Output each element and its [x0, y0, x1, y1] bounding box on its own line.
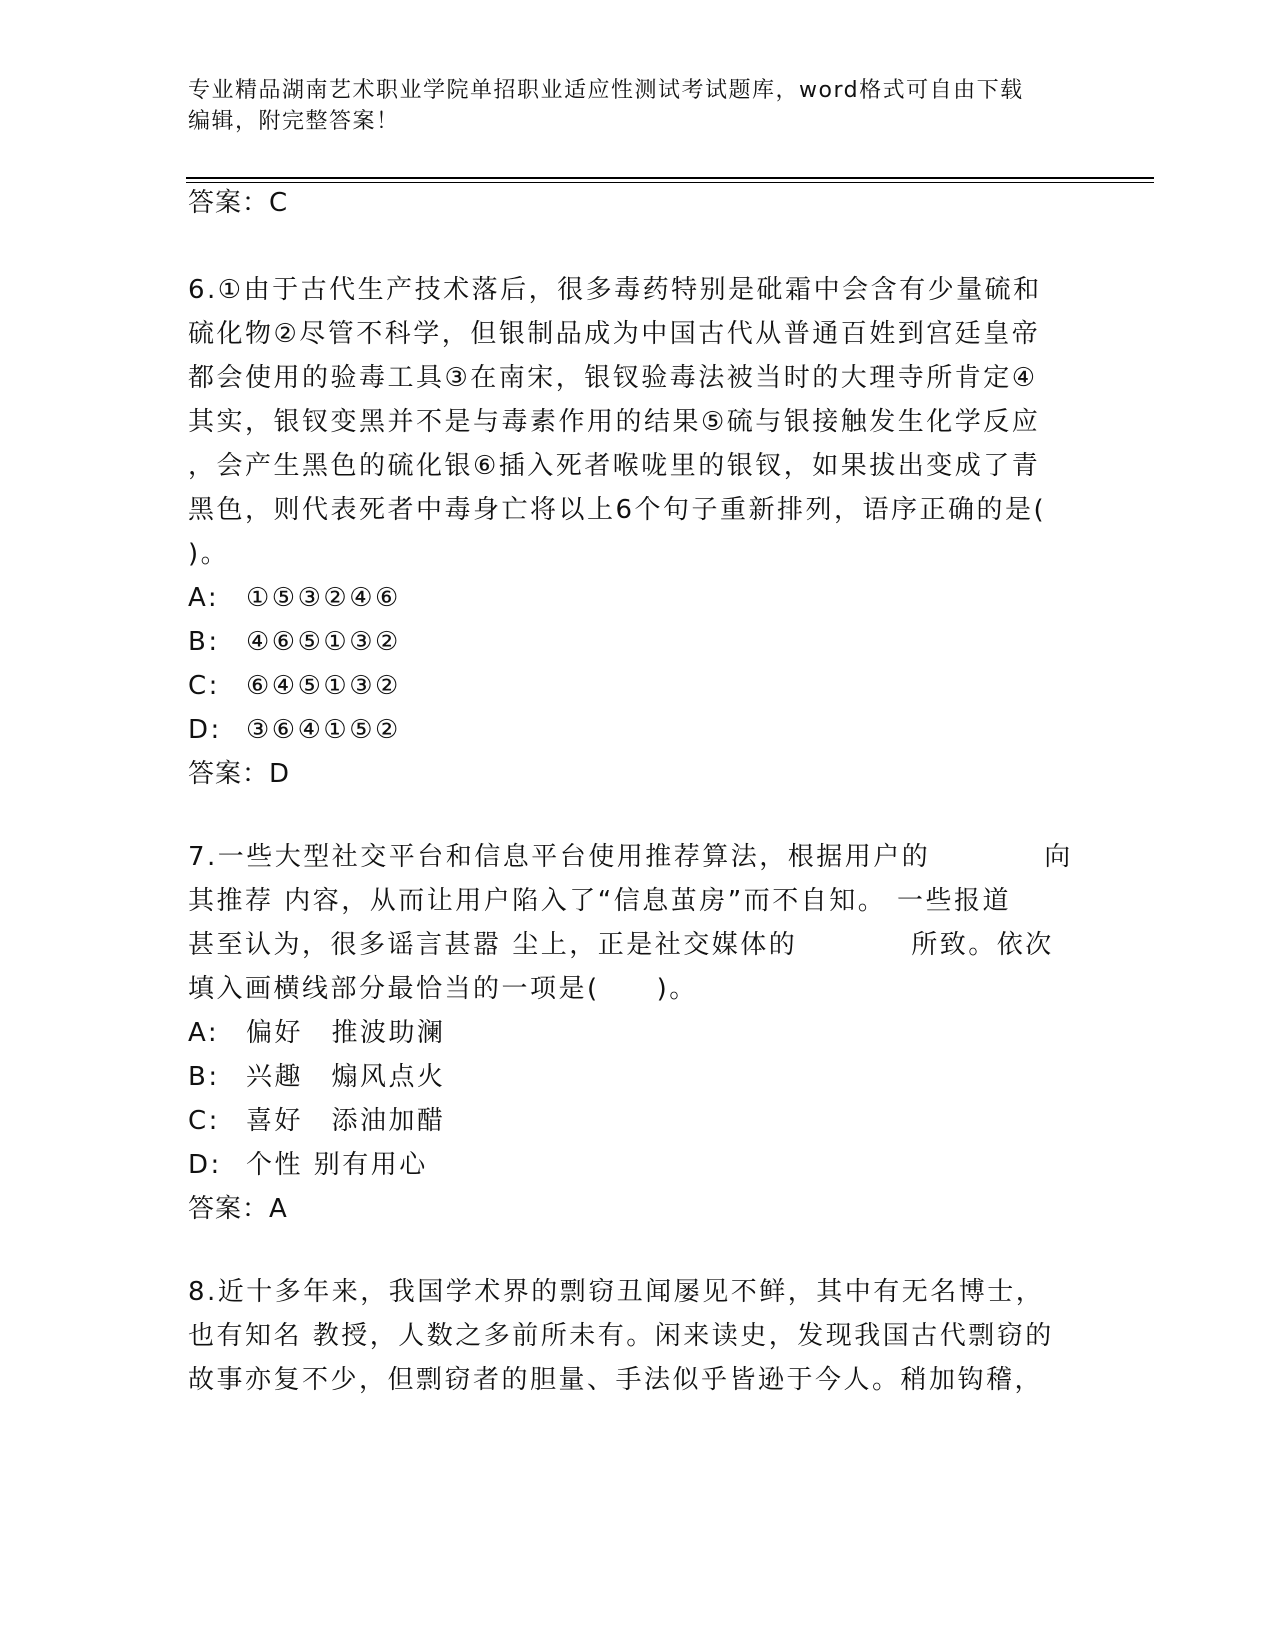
header-rule-thin	[186, 182, 1154, 183]
question-line: 7.一些大型社交平台和信息平台使用推荐算法，根据用户的 向	[188, 842, 1073, 872]
option-letter: B:	[188, 627, 220, 657]
question-line: 6.①由于古代生产技术落后，很多毒药特别是砒霜中会含有少量硫和	[188, 275, 1042, 305]
question-line: 都会使用的验毒工具③在南宋，银钗验毒法被当时的大理寺所肯定④	[188, 363, 1038, 393]
option-text: ④⑥⑤①③②	[246, 627, 401, 657]
option-text: 个性 别有用心	[246, 1150, 428, 1180]
answer-q7: 答案：A	[188, 1194, 288, 1224]
option-a	[188, 1016, 446, 1050]
question-line: 其推荐 内容，从而让用户陷入了“信息茧房”而不自知。 一些报道	[188, 886, 1011, 916]
question-line: 也有知名 教授，人数之多前所未有。闲来读史，发现我国古代剽窃的	[188, 1321, 1054, 1351]
answer-q5: 答案：C	[188, 188, 289, 218]
option-d	[188, 713, 401, 747]
option-letter: C:	[188, 1106, 220, 1136]
option-c	[188, 669, 401, 703]
option-b	[188, 625, 401, 659]
question-line: 填入画横线部分最恰当的一项是( )。	[188, 974, 698, 1004]
answer-q6: 答案：D	[188, 759, 291, 789]
option-letter: D:	[188, 1150, 222, 1180]
option-text: 偏好 推波助澜	[246, 1018, 446, 1048]
option-text: ①⑤③②④⑥	[246, 583, 401, 613]
option-letter: A:	[188, 583, 220, 613]
question-line: )。	[188, 539, 230, 569]
question-line: 甚至认为，很多谣言甚嚣 尘上，正是社交媒体的 所致。依次	[188, 930, 1054, 960]
option-text: ③⑥④①⑤②	[246, 715, 401, 745]
option-letter: C:	[188, 671, 220, 701]
option-letter: A:	[188, 1018, 220, 1048]
option-a	[188, 581, 401, 615]
question-line: 其实，银钗变黑并不是与毒素作用的结果⑤硫与银接触发生化学反应	[188, 407, 1041, 437]
question-line: ，会产生黑色的硫化银⑥插入死者喉咙里的银钗，如果拔出变成了青	[188, 451, 1041, 481]
question-line: 硫化物②尽管不科学，但银制品成为中国古代从普通百姓到宫廷皇帝	[188, 319, 1041, 349]
option-d	[188, 1148, 428, 1182]
option-text: 喜好 添油加醋	[246, 1106, 446, 1136]
option-c	[188, 1104, 446, 1138]
option-letter: D:	[188, 715, 222, 745]
question-line: 黑色，则代表死者中毒身亡将以上6个句子重新排列，语序正确的是(	[188, 495, 1047, 525]
option-text: 兴趣 煽风点火	[246, 1062, 446, 1092]
option-letter: B:	[188, 1062, 220, 1092]
question-line: 8.近十多年来，我国学术界的剽窃丑闻屡见不鲜，其中有无名博士，	[188, 1277, 1045, 1307]
header-line-1: 专业精品湖南艺术职业学院单招职业适应性测试考试题库，word格式可自由下载	[188, 78, 1024, 103]
question-line: 故事亦复不少，但剽窃者的胆量、手法似乎皆逊于今人。稍加钩稽，	[188, 1365, 1044, 1395]
header-line-2: 编辑，附完整答案！	[188, 109, 400, 134]
option-text: ⑥④⑤①③②	[246, 671, 401, 701]
header-rule-thick	[186, 177, 1154, 179]
option-b	[188, 1060, 446, 1094]
